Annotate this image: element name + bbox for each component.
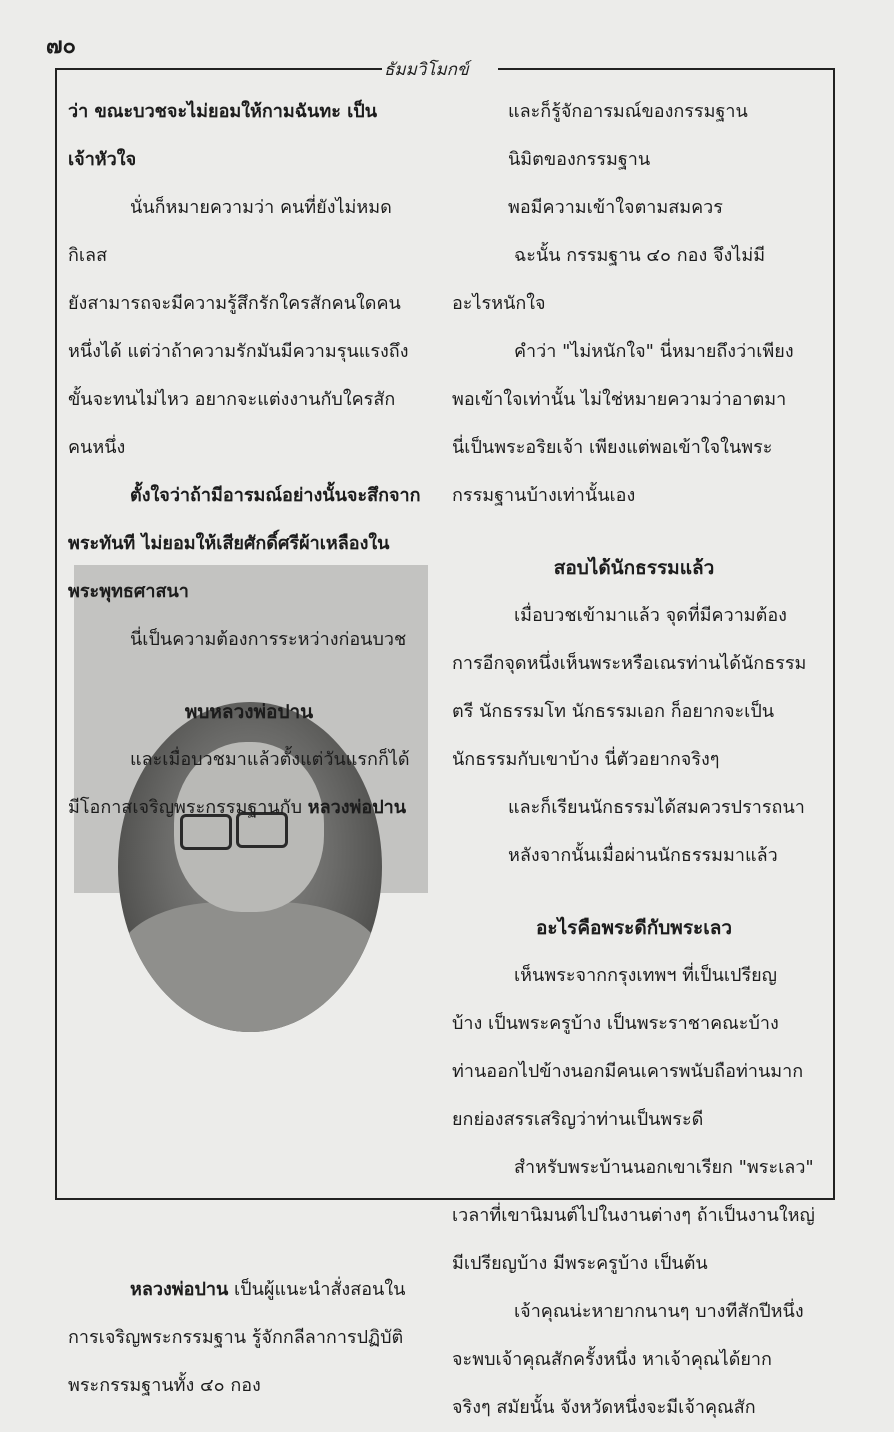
verse-line: หลังจากนั้นเมื่อผ่านนักธรรมมาแล้ว (508, 845, 778, 866)
paragraph-line: นี่เป็นความต้องการระหว่างก่อนบวช (130, 629, 407, 650)
paragraph-line: ว่า ขณะบวชจะไม่ยอมให้กามฉันทะ เป็น (68, 101, 378, 122)
paragraph-line: นั่นก็หมายความว่า คนที่ยังไม่หมดกิเลส (68, 197, 392, 266)
paragraph-line: ยกย่องสรรเสริญว่าท่านเป็นพระดี (452, 1109, 704, 1130)
paragraph-line: หนึ่งได้ แต่ว่าถ้าความรักมันมีความรุนแรงถึง (68, 341, 409, 362)
spacer (452, 880, 816, 904)
page-number: ๗๐ (46, 33, 76, 59)
paragraph-line: อะไรหนักใจ (452, 293, 546, 314)
paragraph-line: จริงๆ สมัยนั้น จังหวัดหนึ่งจะมีเจ้าคุณสัก (452, 1397, 756, 1418)
right-column (452, 88, 816, 1432)
paragraph-line: พอเข้าใจเท่านั้น ไม่ใช่หมายความว่าอาตมา (452, 389, 787, 410)
running-head: ธัมมวิโมกข์ (384, 60, 469, 80)
paragraph-text: เป็นผู้แนะนำสั่งสอนใน (228, 1279, 406, 1300)
paragraph-line: คนหนึ่ง (68, 437, 126, 458)
paragraph-line: เจ้าคุณน่ะหายากนานๆ บางทีสักปีหนึ่ง (514, 1301, 804, 1322)
paragraph-line: เห็นพระจากกรุงเทพฯ ที่เป็นเปรียญ (514, 965, 778, 986)
frame-rule-top-left (55, 68, 382, 70)
bold-name: หลวงพ่อปาน (130, 1279, 229, 1300)
section-heading: พบหลวงพ่อปาน (184, 701, 314, 723)
paragraph-line: นักธรรมกับเขาบ้าง นี่ตัวอยากจริงๆ (452, 749, 720, 770)
paragraph-line: ตั้งใจว่าถ้ามีอารมณ์อย่างนั้นจะสึกจาก (130, 485, 421, 506)
paragraph-line: กรรมฐานบ้างเท่านั้นเอง (452, 485, 636, 506)
paragraph-line: การอีกจุดหนึ่งเห็นพระหรือเณรท่านได้นักธรรม (452, 653, 807, 674)
verse-line: พอมีความเข้าใจตามสมควร (508, 197, 723, 218)
left-column (68, 88, 430, 1410)
paragraph-line (68, 784, 430, 832)
verse-line: และก็รู้จักอารมณ์ของกรรมฐาน (508, 101, 748, 122)
paragraph-line: และเมื่อบวชมาแล้วตั้งแต่วันแรกก็ได้ (130, 749, 410, 770)
paragraph-line: คำว่า "ไม่หนักใจ" นี่หมายถึงว่าเพียง (514, 341, 794, 362)
verse-line: และก็เรียนนักธรรมได้สมควรปรารถนา (508, 797, 805, 818)
spacer (68, 664, 430, 688)
bold-name: หลวงพ่อปาน (307, 797, 407, 818)
paragraph-line: พระกรรมฐานทั้ง ๔๐ กอง (68, 1375, 261, 1396)
paragraph-line: ยังสามารถจะมีความรู้สึกรักใครสักคนใดคน (68, 293, 401, 314)
frame-rule-top-right (498, 68, 835, 70)
paragraph-line: ขั้นจะทนไม่ไหว อยากจะแต่งงานกับใครสัก (68, 389, 396, 410)
paragraph-line: บ้าง เป็นพระครูบ้าง เป็นพระราชาคณะบ้าง (452, 1013, 779, 1034)
paragraph-line: มีเปรียญบ้าง มีพระครูบ้าง เป็นต้น (452, 1253, 708, 1274)
paragraph-line: เวลาที่เขานิมนต์ไปในงานต่างๆ ถ้าเป็นงานใหญ่ (452, 1205, 815, 1226)
spacer (452, 520, 816, 544)
paragraph-line: จะพบเจ้าคุณสักครั้งหนึ่ง หาเจ้าคุณได้ยาก (452, 1349, 772, 1370)
paragraph-line: พระทันที ไม่ยอมให้เสียศักดิ์ศรีผ้าเหลืองใน (68, 533, 390, 554)
paragraph-line (68, 1266, 430, 1314)
frame-rule-left (55, 68, 57, 1200)
paragraph-line: สำหรับพระบ้านนอกเขาเรียก "พระเลว" (514, 1157, 814, 1178)
paragraph-line: นี่เป็นพระอริยเจ้า เพียงแต่พอเข้าใจในพระ (452, 437, 773, 458)
verse-line: นิมิตของกรรมฐาน (508, 149, 651, 170)
paragraph-line: ฉะนั้น กรรมฐาน ๔๐ กอง จึงไม่มี (514, 245, 766, 266)
paragraph-line: พระพุทธศาสนา (68, 581, 189, 602)
section-heading: อะไรคือพระดีกับพระเลว (535, 917, 733, 939)
paragraph-text: มีโอกาสเจริญพระกรรมฐานกับ (68, 797, 303, 818)
paragraph-line: เมื่อบวชเข้ามาแล้ว จุดที่มีความต้อง (514, 605, 787, 626)
section-heading: สอบได้นักธรรมแล้ว (553, 557, 715, 579)
paragraph-line: ท่านออกไปข้างนอกมีคนเคารพนับถือท่านมาก (452, 1061, 804, 1082)
photo-spacer (68, 832, 430, 1266)
paragraph-line: การเจริญพระกรรมฐาน รู้จักกลีลาการปฏิบัติ (68, 1327, 404, 1348)
paragraph-line: ตรี นักธรรมโท นักธรรมเอก ก็อยากจะเป็น (452, 701, 775, 722)
paragraph-line: เจ้าหัวใจ (68, 149, 137, 170)
